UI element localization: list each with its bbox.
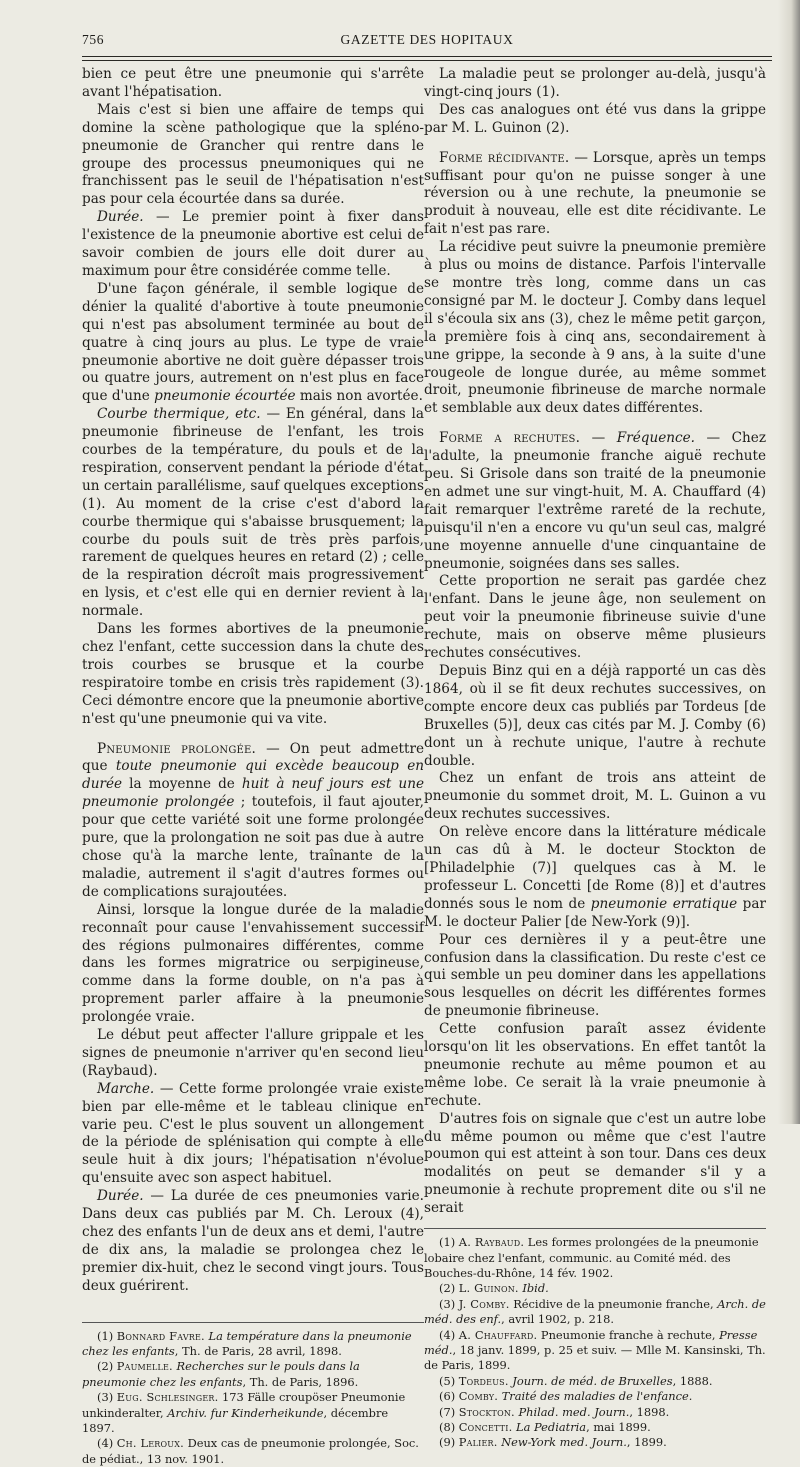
footnotes-left	[82, 1329, 424, 1467]
footnote-author: Comby.	[458, 1389, 499, 1404]
paragraph: Pneumonie prolongée. — On peut admettre que toute pneumonie qui excède beaucoup en durée la moyenne de huit à neuf jours est une pneumonie prolongée ; toutefois, il faut ajouter, pour que cette variété soit une forme prolongée pure, que la prolongation ne soit pas due à autre chose qu'à la marche lente, traînante de la maladie, autrement il s'agit d'autres formes ou de complications surajoutées.	[82, 740, 424, 900]
paragraph: Forme récidivante. — Lorsque, après un temps suffisant pour qu'on ne puisse songer à une réversion ou à une rechute, la pneumonie se produit à nouveau, elle est dite récidivante. Le fait n'est pas rare.	[424, 149, 766, 238]
footnote-author: A. Chauffard.	[458, 1327, 538, 1342]
footnote-author: L. Guinon.	[458, 1281, 519, 1296]
footnote-text: 173 Fälle croupöser Pneumonie unkinderalter,	[82, 1390, 406, 1420]
footnote	[424, 1389, 766, 1404]
section-heading: Forme récidivante.	[439, 149, 570, 166]
journal-title: GAZETTE DES HOPITAUX	[340, 32, 514, 47]
footnote-title: La Pediatria	[516, 1419, 587, 1434]
footnote-text: , Th. de Paris, 1896.	[242, 1374, 359, 1389]
footnote-text: , 1888.	[672, 1373, 713, 1388]
footnote-text: Pneumonie franche à rechute,	[537, 1327, 720, 1342]
paragraph: Ainsi, lorsque la longue durée de la maladie reconnaît pour cause l'envahissement successif des régions pulmonaires différentes, comme dans les formes migratrice ou serpigineuse, comme dans la forme double, on n'a pas à proprement parler affaire à la pneumonie prolongée vraie.	[82, 901, 424, 1026]
paragraph: Pour ces dernières il y a peut-être une confusion dans la classification. Du reste c'est ce qui semble un peu dominer dans les appellations sous lesquelles on décrit les différentes formes de pneumonie fibrineuse.	[424, 931, 766, 1020]
footnote-text: , 18 janv. 1899, p. 25 et suiv. — Mlle M. Kansinski, Th. de Paris, 1899.	[424, 1342, 766, 1373]
footnote	[424, 1281, 766, 1296]
footnote	[424, 1374, 766, 1389]
paragraph: D'autres fois on signale que c'est un autre lobe du même poumon ou même que c'est l'autre poumon qui est atteint à son tour. Dans ces deux modalités on peut se demander s'il y a pneumonie à rechute proprement dite ou s'il ne serait	[424, 1110, 766, 1217]
footnote	[82, 1359, 424, 1390]
section-lead: Marche.	[97, 1080, 155, 1097]
footnote-text: Deux cas de pneumonie prolongée, Soc. de pédiat., 13 nov. 1901.	[82, 1436, 419, 1466]
footnote-author: Tordeus.	[458, 1373, 509, 1388]
footnote-author: Palier.	[458, 1435, 498, 1450]
section-lead: Durée.	[97, 209, 144, 226]
footnote-title: Ibid.	[522, 1281, 549, 1296]
footnote-number: (8)	[439, 1419, 456, 1434]
footnote-rule	[82, 1322, 424, 1323]
footnote-text: , Th. de Paris, 28 avril, 1898.	[174, 1344, 342, 1359]
footnote-number: (7)	[439, 1404, 456, 1419]
footnote-number: (4)	[97, 1436, 114, 1451]
footnote-number: (6)	[439, 1389, 456, 1404]
footnote-text: Récidive de la pneumonie franche,	[509, 1296, 718, 1311]
footnotes-right	[424, 1235, 766, 1451]
page-edge-shadow	[778, 0, 800, 1124]
footnote-title: La température dans la pneumonie chez les enfants	[82, 1328, 412, 1359]
footnote	[424, 1235, 766, 1281]
footnote-number: (2)	[439, 1281, 456, 1296]
footnote-title: Arch. de méd. des enf.	[424, 1296, 766, 1327]
paragraph: Cette confusion paraît assez évidente lorsqu'on lit les observations. En effet tantôt la pneumonie rechute au même poumon et au même lobe. Ce serait là la vraie pneumonie à rechute.	[424, 1021, 766, 1109]
footnote-title: Philad. med. Journ.	[518, 1404, 630, 1419]
footnote	[82, 1329, 424, 1360]
footnote-title: Presse méd.	[424, 1327, 758, 1357]
footnote	[424, 1297, 766, 1328]
footnote-author: J. Comby.	[458, 1296, 510, 1311]
paragraph: Marche. — Cette forme prolongée vraie existe bien par elle-même et le tableau clinique en varie peu. C'est le plus souvent un allongement de la période de splénisation qui compte à elle seule huit à dix jours; l'hépatisation n'évolue qu'ensuite avec son aspect habituel.	[82, 1080, 424, 1187]
paragraph: La récidive peut suivre la pneumonie première à plus ou moins de distance. Parfois l'intervalle se montre très long, comme dans un cas consigné par M. le docteur J. Comby dans lequel il s'écoula six ans (3), chez le même petit garçon, la première fois à cinq ans, secondairement à une grippe, la seconde à 9 ans, à la suite d'une rougeole de longue durée, au même sommet droit, pneumonie fibrineuse de marche normale et semblable aux deux dates différentes.	[424, 239, 766, 417]
footnote-number: (3)	[439, 1296, 456, 1311]
footnote	[424, 1435, 766, 1450]
footnote-number: (1)	[439, 1235, 456, 1250]
paragraph: Cette proportion ne serait pas gardée chez l'enfant. Dans le jeune âge, non seulement on peut voir la pneumonie fibrineuse suivie d'une rechute, mais on observe même plusieurs rechutes consécutives.	[424, 573, 766, 662]
footnote-number: (2)	[97, 1359, 114, 1374]
footnote-rule	[424, 1228, 766, 1229]
footnote-author: Paumelle.	[116, 1359, 173, 1374]
footnote-title: Archiv. fur Kinderheikunde	[167, 1405, 324, 1420]
footnote-title: New-York med. Journ.	[501, 1435, 627, 1450]
footnote-author: Stockton.	[458, 1404, 515, 1419]
paragraph: Durée. — La durée de ces pneumonies varie. Dans deux cas publiés par M. Ch. Leroux (4), chez des enfants l'un de deux ans et demi, l'autre de dix ans, la maladie se prolongea chez le premier dix-huit, chez le second vingt jours. Tous deux guérirent.	[82, 1188, 424, 1294]
paragraph: Dans les formes abortives de la pneumonie chez l'enfant, cette succession dans la chute des trois courbes se brusque et la courbe respiratoire tombe en crisis très rapidement (3). Ceci démontre encore que la pneumonie abortive n'est qu'une pneumonie qui va vite.	[82, 621, 424, 727]
footnote-author: Eug. Schlesinger.	[116, 1390, 219, 1405]
footnote-text: , avril 1902, p. 218.	[501, 1312, 615, 1327]
paragraph: Chez un enfant de trois ans atteint de pneumonie du sommet droit, M. L. Guinon a vu deux rechutes successives.	[424, 770, 766, 823]
footnote-text: , mai 1899.	[586, 1419, 651, 1434]
footnote-number: (4)	[439, 1327, 456, 1342]
section-lead: Durée.	[97, 1188, 144, 1205]
footnote-text: Les formes prolongées de la pneumonie lobaire chez l'enfant, communic. au Comité méd. des Bouches-du-Rhône, 14 fév. 1902.	[424, 1235, 759, 1280]
paragraph: D'une façon générale, il semble logique de dénier la qualité d'abortive à toute pneumonie qui n'est pas absolument terminée au bout de quatre à cinq jours au plus. Le type de vraie pneumonie abortive ne doit guère dépasser trois ou quatre jours, autrement on n'est plus en face que d'une pneumonie écourtée mais non avortée.	[82, 280, 424, 405]
footnote-title: Journ. de méd. de Bruxelles	[512, 1373, 673, 1388]
footnote-title: Traité des maladies de l'enfance.	[501, 1389, 693, 1404]
paragraph: Durée. — Le premier point à fixer dans l'existence de la pneumonie abortive est celui de savoir combien de jours elle doit durer au maximum pour être considérée comme telle.	[82, 209, 424, 279]
footnote-number: (9)	[439, 1435, 456, 1450]
footnote	[82, 1390, 424, 1436]
paragraph: bien ce peut être une pneumonie qui s'arrête avant l'hépatisation.	[82, 66, 424, 100]
footnote-author: Concetti.	[458, 1419, 513, 1434]
left-column	[82, 66, 424, 1467]
paragraph: La maladie peut se prolonger au-delà, jusqu'à vingt-cinq jours (1).	[424, 66, 766, 100]
paragraph: Depuis Binz qui en a déjà rapporté un cas dès 1864, où il se fit deux rechutes successives, on compte encore deux cas publiés par Tordeus [de Bruxelles (5)], deux cas cités par M. J. Comby (6) dont un à rechute unique, l'autre à rechute double.	[424, 663, 766, 769]
paragraph: Courbe thermique, etc. — En général, dans la pneumonie fibrineuse de l'enfant, les trois courbes de la température, du pouls et de la respiration, conservent pendant la période d'état un certain parallélisme, sauf quelques exceptions (1). Au moment de la crise c'est d'abord la courbe thermique qui s'abaisse brusquement; la courbe du pouls suit de très près parfois, rarement de quelques heures en retard (2) ; celle de la respiration décroît mais progressivement en lysis, et c'est elle qui en dernier revient à la normale.	[82, 406, 425, 620]
footnote	[82, 1436, 424, 1467]
paragraph: Des cas analogues ont été vus dans la grippe par M. L. Guinon (2).	[424, 101, 766, 136]
paragraph: Le début peut affecter l'allure grippale et les signes de pneumonie n'arriver qu'en second lieu (Raybaud).	[82, 1027, 424, 1079]
footnote-author: A. Raybaud.	[458, 1235, 525, 1250]
right-column	[424, 66, 766, 1451]
footnote	[424, 1405, 766, 1420]
footnote-text: , 1898.	[629, 1404, 670, 1419]
paragraph: Forme a rechutes. — Fréquence. — Chez l'adulte, la pneumonie franche aiguë rechute peu. Si Grisole dans son traité de la pneumonie en admet une sur vingt-huit, M. A. Chauffard (4) fait remarquer l'extrême rareté de la rechute, puisqu'il n'en a encore vu qu'un seul cas, malgré une moyenne annuelle d'une cinquantaine de pneumonie, soignées dans ses salles.	[424, 430, 766, 572]
footnote-number: (1)	[97, 1328, 114, 1343]
section-heading: Pneumonie prolongée.	[97, 740, 257, 757]
paragraph: On relève encore dans la littérature médicale un cas dû à M. le docteur Stockton de [Philadelphie (7)] quelques cas à M. le professeur L. Concetti [de Rome (8)] et d'autres donnés sous le nom de pneumonie erratique par M. le docteur Palier [de New-York (9)].	[424, 824, 766, 930]
footnote-text: , décembre 1897.	[82, 1405, 389, 1436]
footnote	[424, 1420, 766, 1435]
running-header	[82, 28, 772, 50]
page-number: 756	[82, 32, 105, 47]
footnote	[424, 1328, 766, 1374]
section-heading: Forme a rechutes.	[439, 430, 581, 447]
header-rule-top	[82, 56, 772, 57]
footnote-number: (3)	[97, 1390, 114, 1405]
footnote-author: Bonnard Favre.	[116, 1328, 205, 1343]
paragraph: Mais c'est si bien une affaire de temps qui domine la scène pathologique que la spléno-pneumonie de Grancher qui rentre dans le groupe des processus pneumoniques qui ne franchissent pas le seuil de l'hépatisation n'est pas pour cela écourtée dans sa durée.	[82, 101, 424, 208]
footnote-title: Recherches sur le pouls dans la pneumonie chez les enfants	[82, 1359, 360, 1389]
footnote-number: (5)	[439, 1373, 456, 1388]
footnote-text: , 1899.	[626, 1435, 667, 1450]
footnote-author: Ch. Leroux.	[116, 1436, 184, 1451]
header-rule-bottom	[82, 60, 772, 61]
section-lead: Courbe thermique, etc.	[97, 406, 261, 423]
